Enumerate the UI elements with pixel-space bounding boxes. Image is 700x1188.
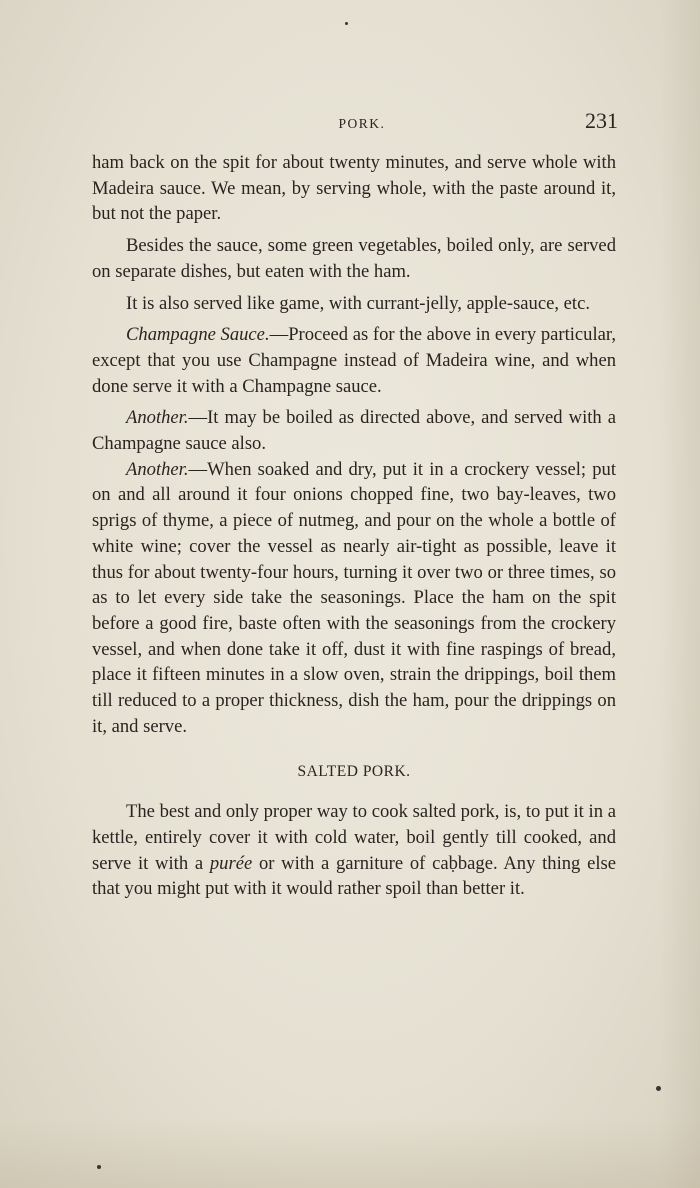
paragraph-lead: Champagne Sauce. bbox=[126, 324, 270, 346]
running-title: PORK. bbox=[338, 116, 386, 131]
paragraph-text: Besides the sauce, some green vegetables, boiled only, are served on separate dishes, but eaten with the ham. bbox=[92, 235, 616, 282]
paragraph bbox=[92, 799, 616, 902]
ink-speck bbox=[345, 22, 348, 25]
paragraph-text: —It may be boiled as directed above, and served with a Champagne sauce also. bbox=[92, 407, 616, 455]
page-edge-shadow bbox=[660, 0, 700, 1188]
paragraph bbox=[92, 322, 616, 399]
paragraph-text: The best and only proper way to cook salted pork, is, to put it in a kettle, entirely cover it with cold water, boil gently till cooked, and serve it with a bbox=[92, 801, 616, 874]
paragraph bbox=[92, 233, 616, 284]
paragraph-text: —Proceed as for the above in every particular, except that you use Champagne instead of Madeira wine, and when done serve it with a Champagne sauce. bbox=[92, 324, 616, 397]
paragraph bbox=[92, 150, 616, 227]
running-head bbox=[92, 108, 624, 138]
paragraph-text: or with a garniture of cabbage. Any thing else that you might put with it would rather spoil than better it. bbox=[92, 852, 616, 900]
paragraph-italic-term: purée bbox=[209, 852, 253, 874]
paragraph-lead: Another. bbox=[126, 407, 189, 429]
paragraph bbox=[92, 291, 616, 317]
paragraph-text: It is also served like game, with currant-jelly, apple-sauce, etc. bbox=[126, 292, 590, 314]
paragraph bbox=[92, 405, 616, 456]
ink-speck bbox=[97, 1165, 101, 1169]
ink-speck bbox=[656, 1086, 661, 1091]
page-number: 231 bbox=[585, 108, 618, 133]
paragraph-lead: Another. bbox=[126, 458, 189, 480]
paragraph-text: —When soaked and dry, put it in a crockery vessel; put on and all around it four onions chopped fine, two bay-leaves, two sprigs of thyme, a piece of nutmeg, and pour on the whole a bottle of white wine; cover the vessel as nearly air-tight as possible, leave it thus for about twenty-four hours, turning it over two or three times, so as to let every side take the seasonings. Place the ham on the spit before a good fire, baste often with the seasonings from the crockery vessel, and when done take it off, dust it with fine raspings of bread, place it fifteen minutes in a slow oven, strain the drippings, boil them till reduced to a proper thickness, dish the ham, pour the drippings on it, and serve. bbox=[92, 458, 616, 737]
section-heading: SALTED PORK. bbox=[297, 763, 411, 781]
body-text bbox=[92, 150, 616, 902]
paragraph bbox=[92, 457, 616, 740]
paragraph-text: ham back on the spit for about twenty minutes, and serve whole with Madeira sauce. We mean, by serving whole, with the paste around it, but not the paper. bbox=[92, 152, 616, 225]
page-bottom-shadow bbox=[0, 1118, 700, 1188]
